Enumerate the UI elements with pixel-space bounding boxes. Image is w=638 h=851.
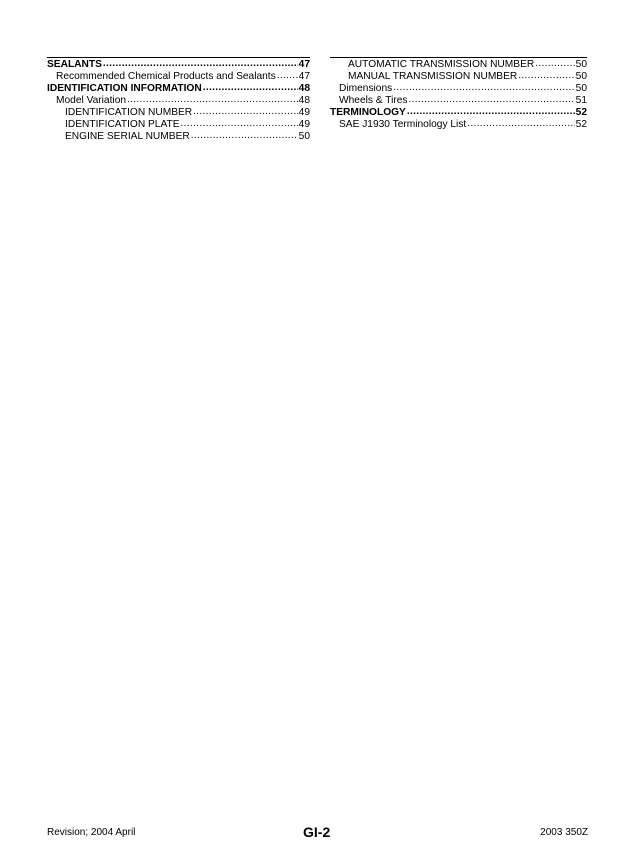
toc-entry-title: IDENTIFICATION INFORMATION — [47, 83, 202, 94]
toc-entry-page: 47 — [298, 59, 310, 70]
toc-entry[interactable] — [47, 59, 310, 71]
toc-dot-leader — [393, 82, 574, 94]
toc-entry-page: 48 — [298, 95, 310, 106]
toc-entry-title: SEALANTS — [47, 59, 102, 70]
toc-dot-leader — [277, 70, 298, 82]
toc-entry-page: 48 — [298, 83, 310, 94]
toc-dot-leader — [193, 106, 298, 118]
toc-entry-title: ENGINE SERIAL NUMBER — [65, 131, 190, 142]
toc-entry-title: Wheels & Tires — [339, 95, 408, 106]
toc-entry-title: AUTOMATIC TRANSMISSION NUMBER — [348, 59, 535, 70]
toc-entry-title: Recommended Chemical Products and Sealants — [56, 71, 276, 82]
toc-entry-page: 52 — [575, 119, 587, 130]
page-footer — [47, 826, 588, 840]
toc-dot-leader — [103, 58, 298, 70]
toc-left-column — [47, 57, 310, 143]
toc-dot-leader — [518, 70, 574, 82]
footer-model: 2003 350Z — [540, 827, 588, 838]
toc-dot-leader — [409, 94, 575, 106]
toc-entry-title: IDENTIFICATION PLATE — [65, 119, 180, 130]
toc-entry-page: 47 — [298, 71, 310, 82]
toc-dot-leader — [407, 106, 575, 118]
toc-entry-page: 50 — [575, 83, 587, 94]
toc-entry-page: 50 — [575, 71, 587, 82]
toc-dot-leader — [467, 118, 574, 130]
toc-entry-page: 51 — [575, 95, 587, 106]
toc-entry-title: Model Variation — [56, 95, 127, 106]
toc-entry-title: SAE J1930 Terminology List — [339, 119, 467, 130]
toc-entry-title: MANUAL TRANSMISSION NUMBER — [348, 71, 518, 82]
toc-dot-leader — [127, 94, 298, 106]
toc-entry-title: IDENTIFICATION NUMBER — [65, 107, 193, 118]
toc-entry-page: 52 — [575, 107, 587, 118]
toc-entry-title: Dimensions — [339, 83, 393, 94]
toc-entry-page: 50 — [298, 131, 310, 142]
toc-entry-page: 50 — [575, 59, 587, 70]
toc-right-column — [330, 57, 587, 131]
toc-entry-page: 49 — [298, 119, 310, 130]
toc-dot-leader — [203, 82, 298, 94]
toc-entry-page: 49 — [298, 107, 310, 118]
toc-dot-leader — [181, 118, 298, 130]
toc-dot-leader — [191, 130, 298, 142]
footer-revision: Revision; 2004 April — [47, 827, 136, 838]
toc-entry[interactable] — [47, 131, 310, 143]
toc-entry[interactable] — [330, 119, 587, 131]
toc-dot-leader — [535, 58, 574, 70]
footer-page-id: GI-2 — [303, 824, 331, 840]
toc-entry-title: TERMINOLOGY — [330, 107, 406, 118]
